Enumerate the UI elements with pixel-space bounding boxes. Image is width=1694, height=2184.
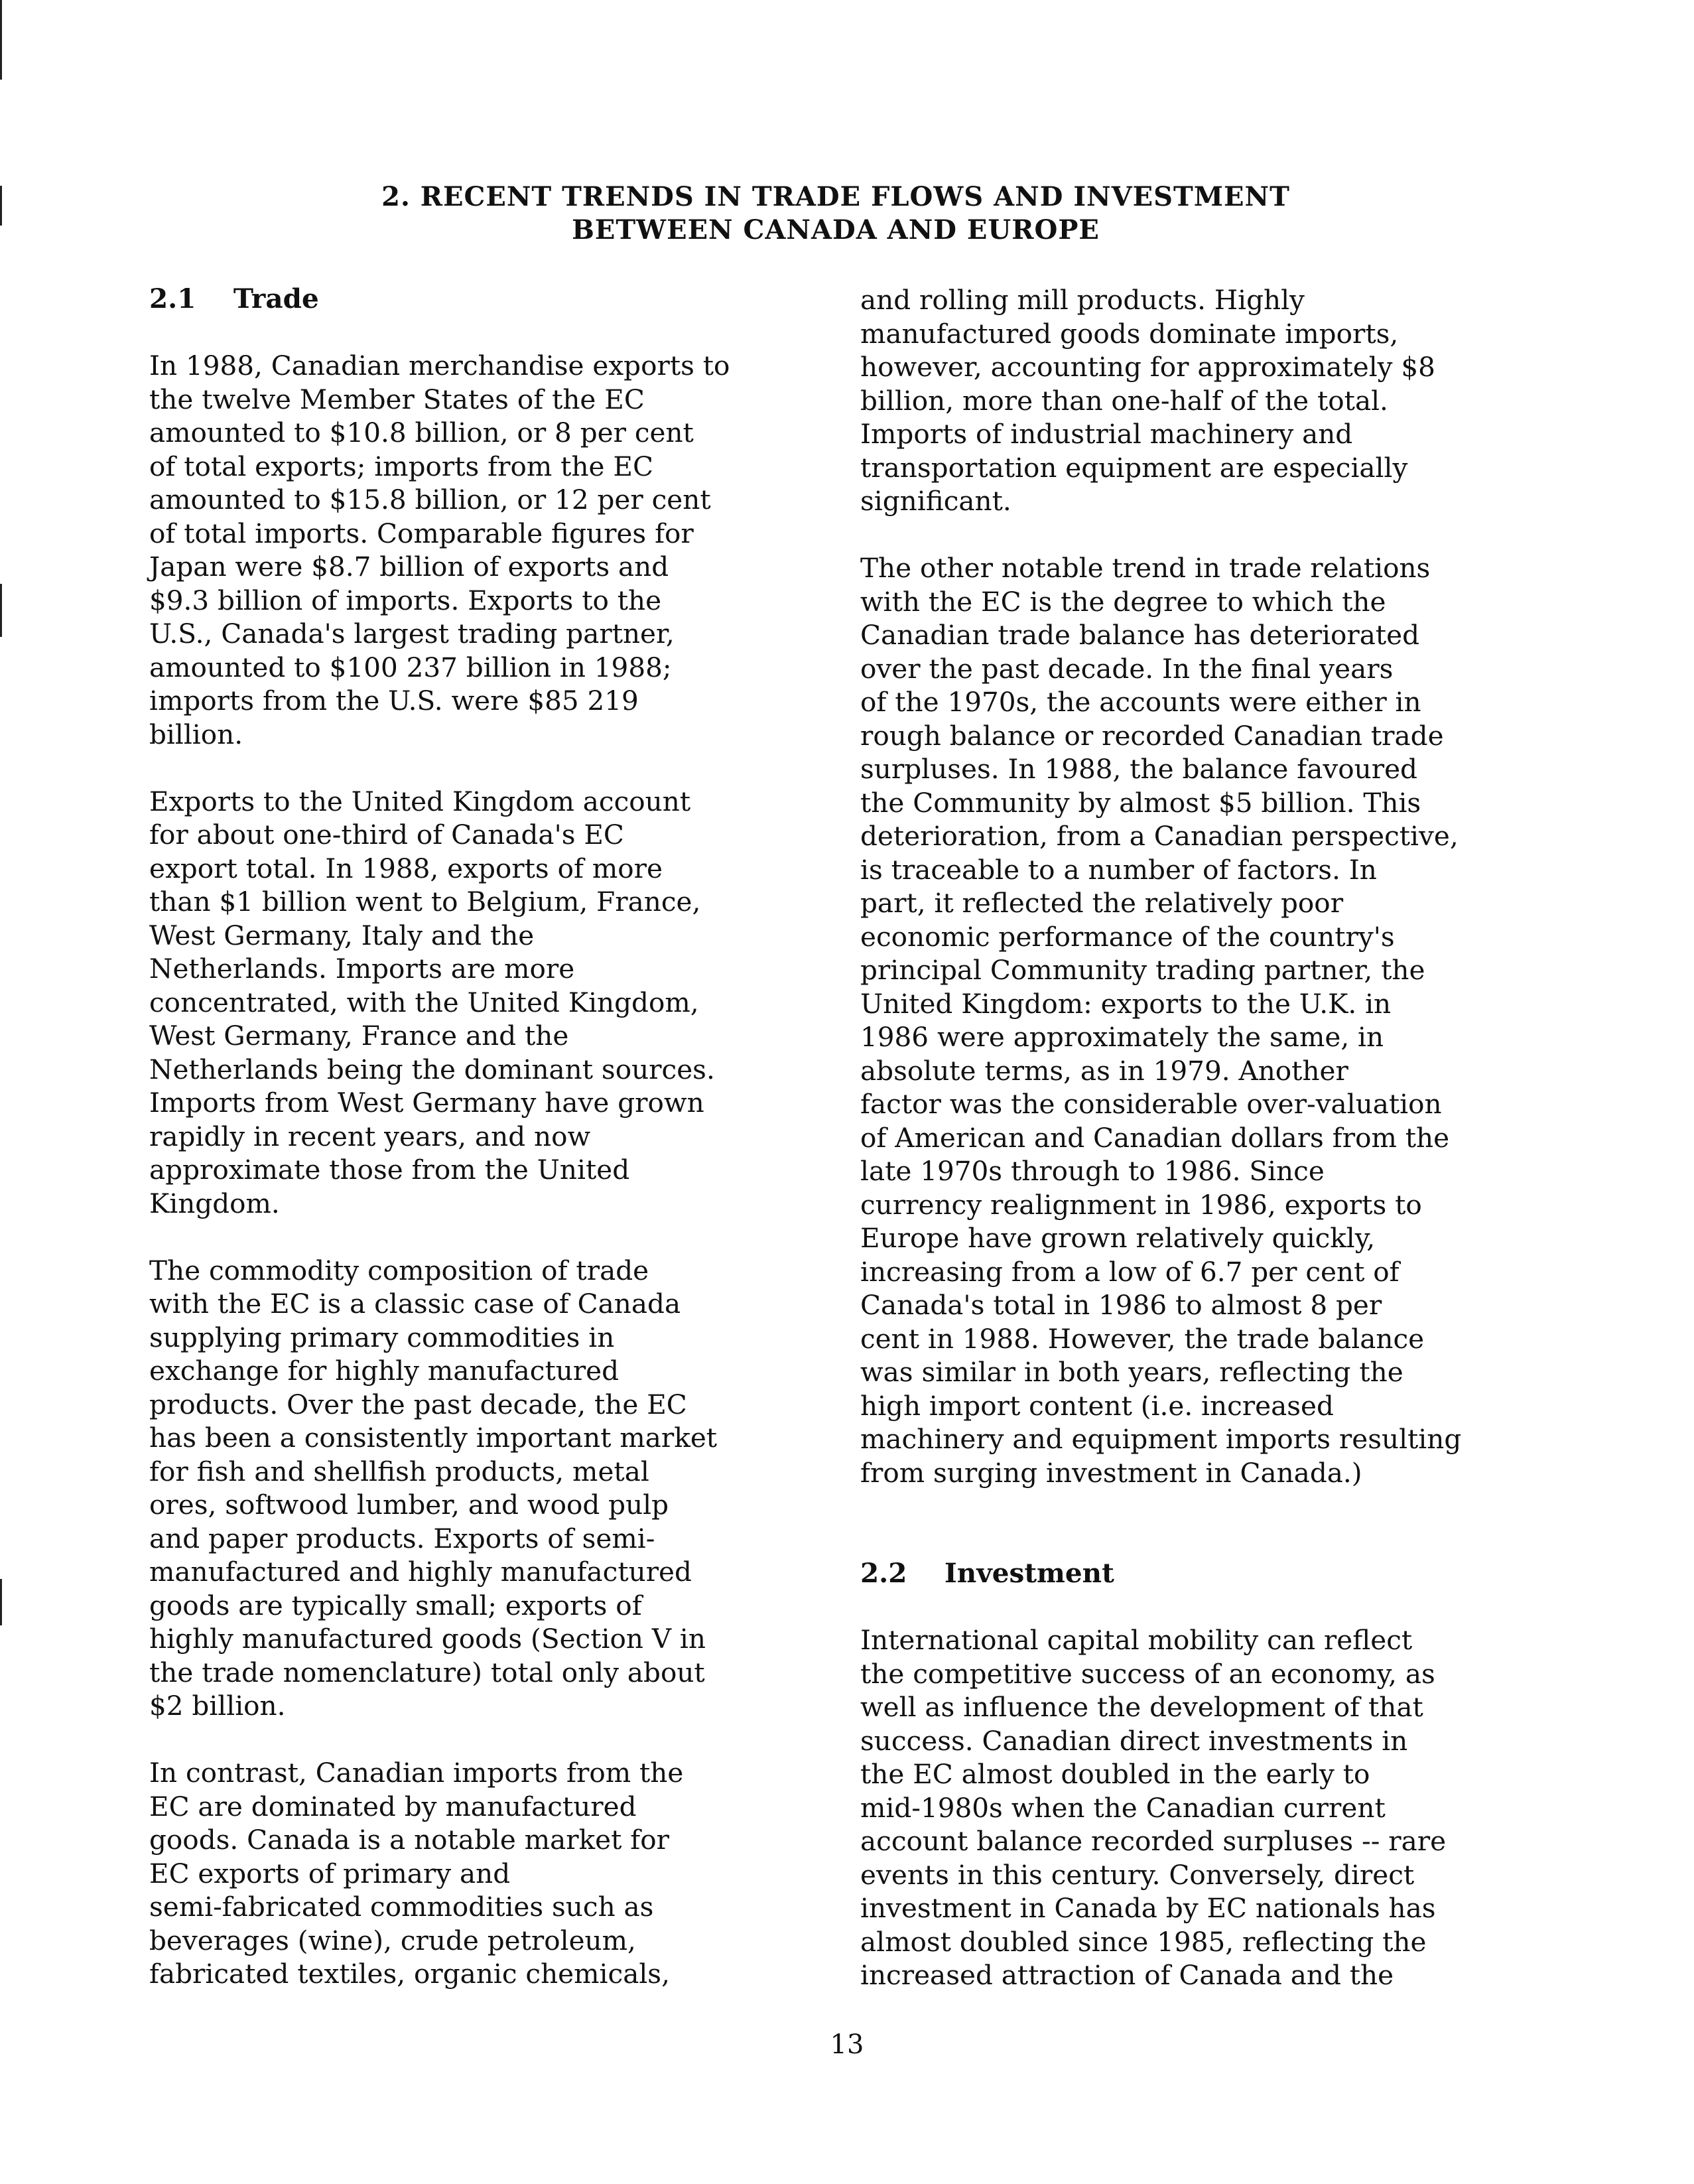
scan-edge-mark — [0, 584, 2, 637]
section-heading-investment: 2.2 Investment — [860, 1557, 1114, 1589]
title-line-1: 2. RECENT TRENDS IN TRADE FLOWS AND INVESTMENT — [381, 181, 1290, 212]
paragraph: In 1988, Canadian merchandise exports to the twelve Member States of the EC amounted to $10.8 billion, or 8 per cent of total exports; imports from the EC amounted to $15.8 billion, or 12 per cent of total imports. Comparable figures for Japan were $8.7 billion of exports and $9.3 billion of imports. Exports to the U.S., Canada's largest trading partner, amounted to $100 237 billion in 1988; imports from the U.S. were $85 219 billion. — [149, 350, 730, 750]
section-heading-trade: 2.1 Trade — [149, 283, 319, 314]
scan-edge-mark — [0, 0, 2, 80]
right-column — [860, 283, 1524, 2025]
paragraph: Exports to the United Kingdom account for about one-third of Canada's EC export total. In 1988, exports of more than $1 billion went to Belgium, France, West Germany, Italy and the Netherlands. Imports are more concentrated, with the United Kingdom, West Germany, France and the Netherlands being the dominant sources. Imports from West Germany have grown rapidly in recent years, and now approximate those from the United Kingdom. — [149, 785, 715, 1219]
paragraph: and rolling mill products. Highly manufactured goods dominate imports, however, accounting for approximately $8 billion, more than one-half of the total. Imports of industrial machinery and transportation equipment are especially significant. — [860, 284, 1435, 517]
paragraph: The commodity composition of trade with the EC is a classic case of Canada supplying primary commodities in exchange for highly manufactured products. Over the past decade, the EC has been a consistently important market for fish and shellfish products, metal ores, softwood lumber, and wood pulp and paper products. Exports of semi- manufactured and highly manufactured goods are typically small; exports of highly manufactured goods (Section V in the trade nomenclature) total only about $2 billion. — [149, 1254, 718, 1722]
left-column — [149, 282, 813, 2024]
page-number: 13 — [830, 2029, 864, 2060]
paragraph: In contrast, Canadian imports from the EC are dominated by manufactured goods. Canada is a notable market for EC exports of primary and semi-fabricated commodities such as beverages (wine), crude petroleum, fabricated textiles, organic chemicals, — [149, 1757, 684, 1990]
paragraph: International capital mobility can reflect the competitive success of an economy, as well as influence the development of that success. Canadian direct investments in the EC almost doubled in the early to mid-1980s when the Canadian current account balance recorded surpluses -- rare events in this century. Conversely, direct investment in Canada by EC nationals has almost doubled since 1985, reflecting the increased attraction of Canada and the — [860, 1624, 1447, 1991]
paragraph: The other notable trend in trade relations with the EC is the degree to which the Canadian trade balance has deteriorated over the past decade. In the final years of the 1970s, the accounts were either in rough balance or recorded Canadian trade surpluses. In 1988, the balance favoured the Community by almost $5 billion. This deterioration, from a Canadian perspective, is traceable to a number of factors. In part, it reflected the relatively poor economic performance of the country's principal Community trading partner, the United Kingdom: exports to the U.K. in 1986 were approximately the same, in absolute terms, as in 1979. Another factor was the considerable over-valuation of American and Canadian dollars from the late 1970s through to 1986. Since currency realignment in 1986, exports to Europe have grown relatively quickly, increasing from a low of 6.7 per cent of Canada's total in 1986 to almost 8 per cent in 1988. However, the trade balance was similar in both years, reflecting the high import content (i.e. increased machinery and equipment imports resulting from surging investment in Canada.) — [860, 552, 1462, 1489]
scan-edge-mark — [0, 1579, 2, 1625]
title-line-2: BETWEEN CANADA AND EUROPE — [572, 214, 1100, 245]
page-title — [332, 180, 1340, 247]
scan-edge-mark — [0, 186, 2, 226]
